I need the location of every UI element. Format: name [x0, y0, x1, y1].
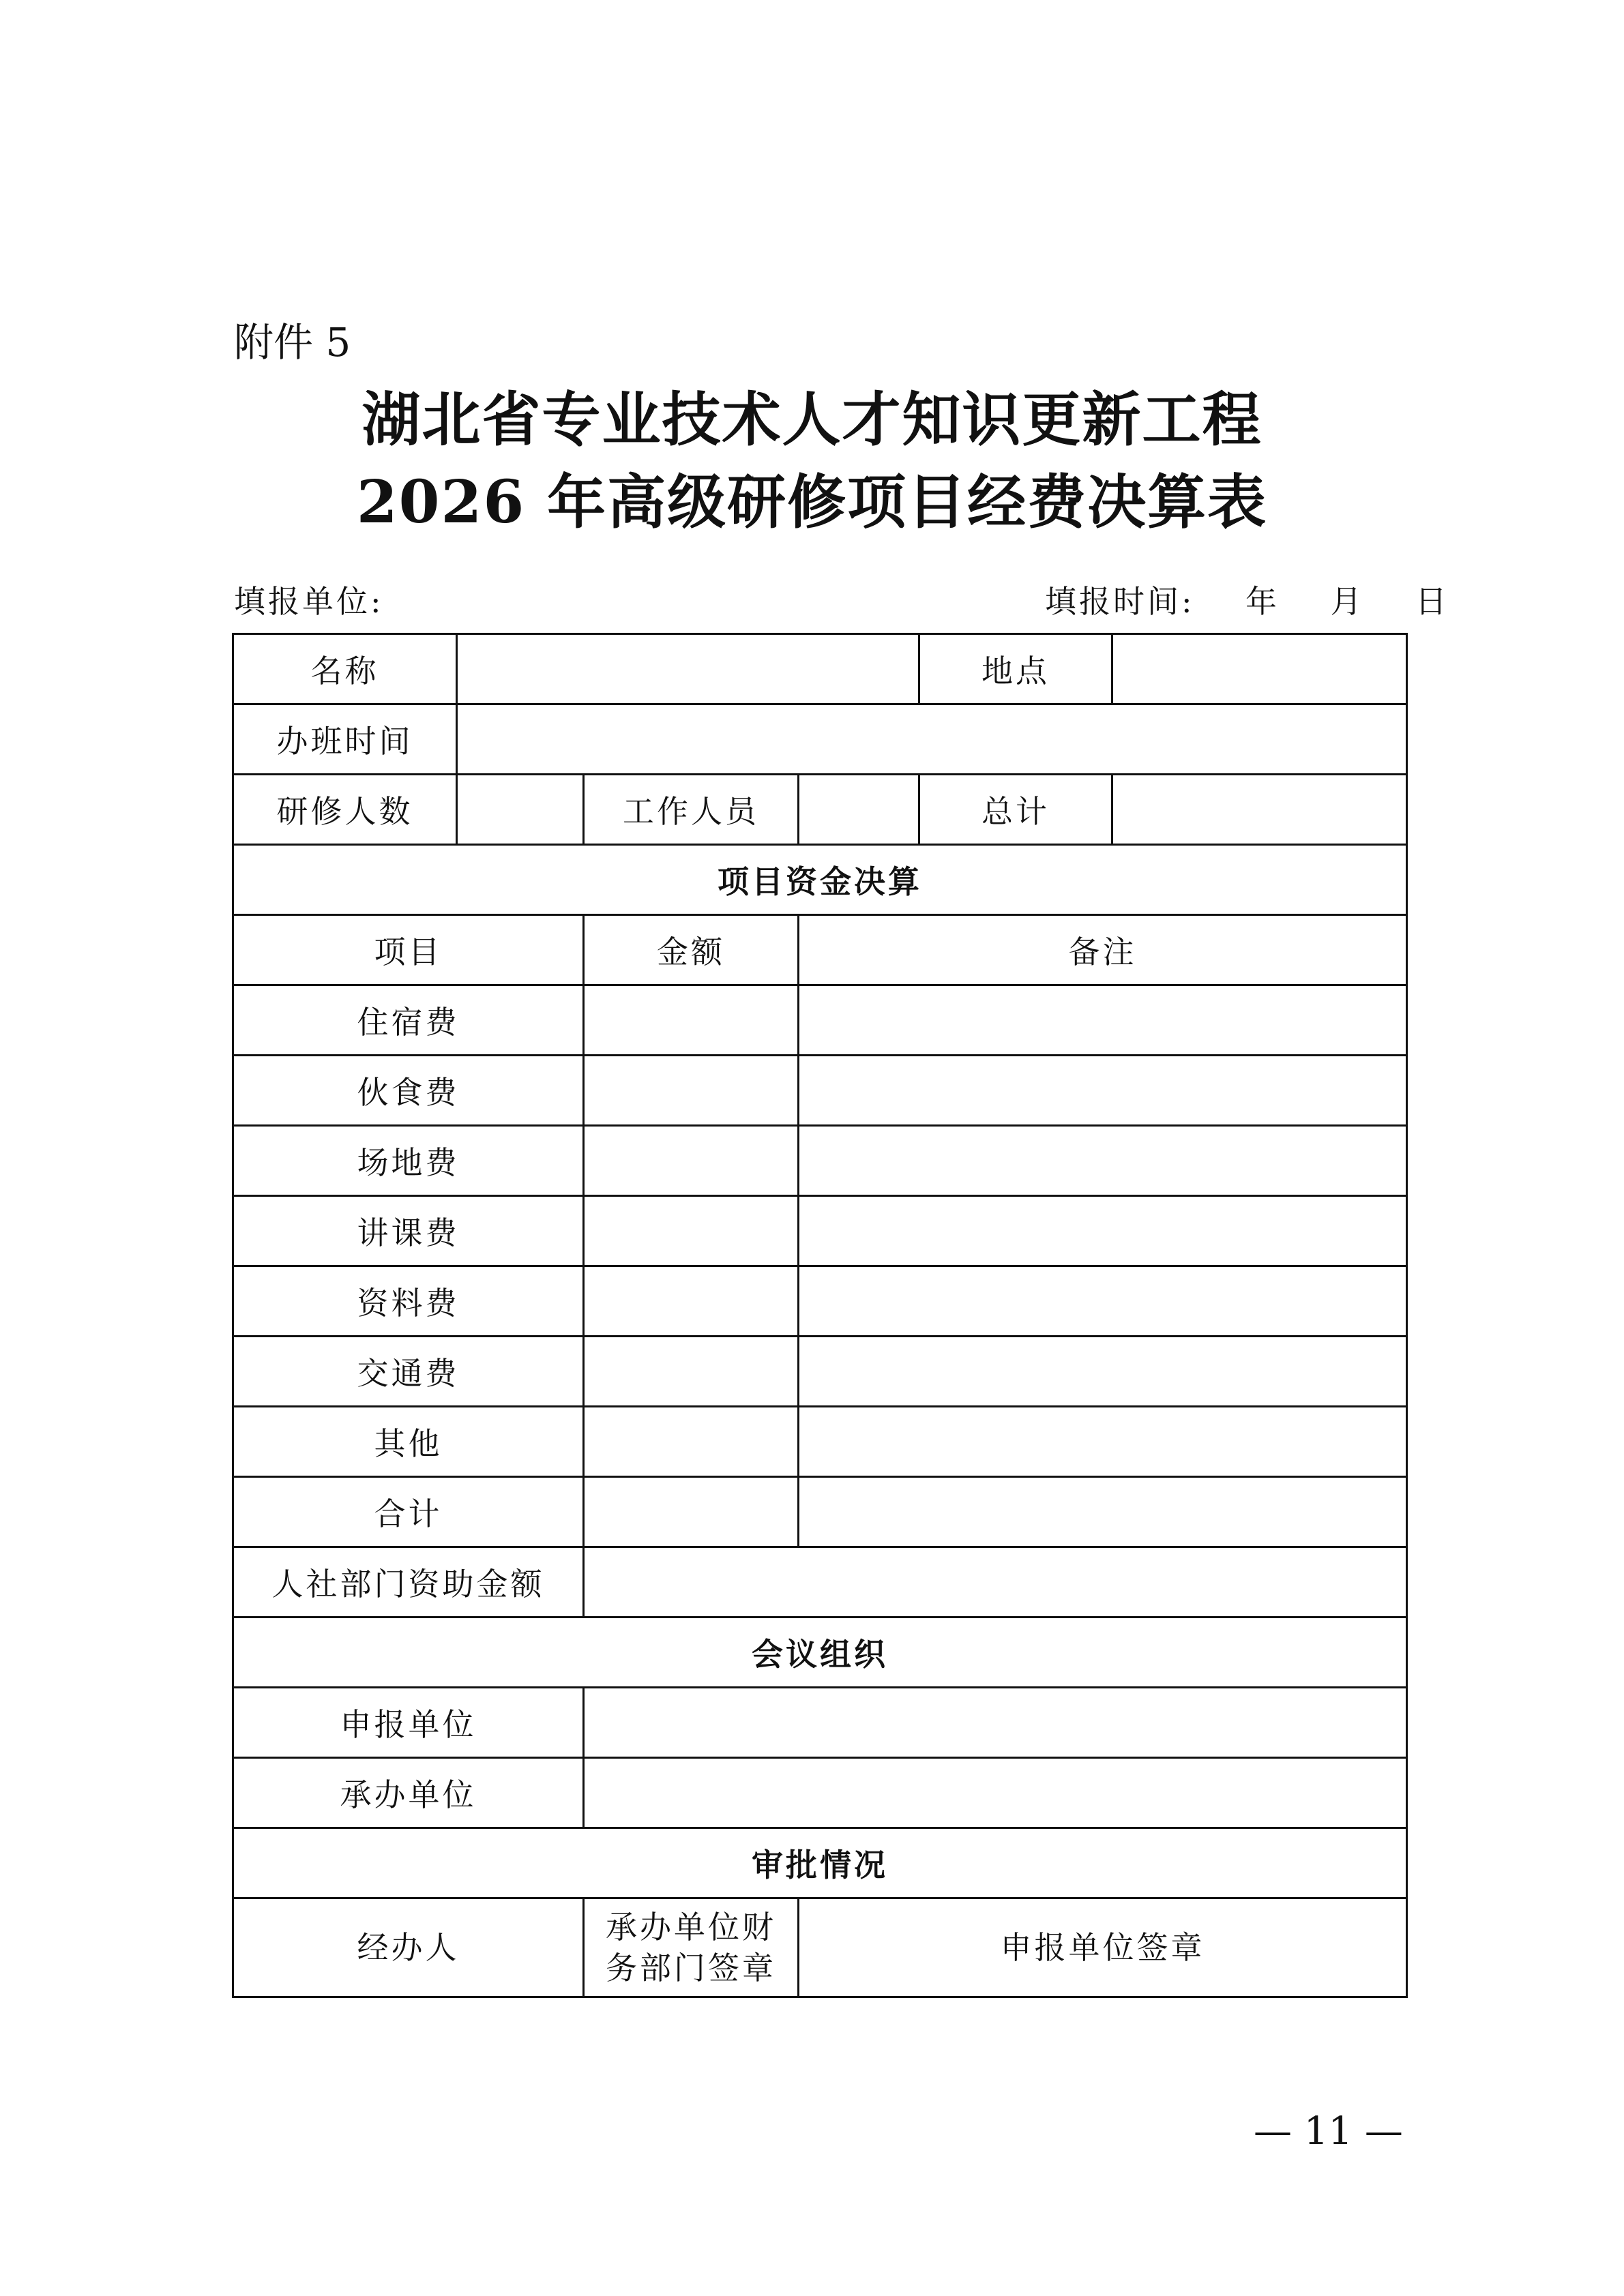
column-header-note: 备注 — [799, 915, 1407, 985]
total-label: 总计 — [919, 775, 1112, 845]
applicant-seal-label: 申报单位签章 — [799, 1898, 1407, 1997]
budget-amount-field[interactable] — [584, 1056, 799, 1126]
budget-item-label: 交通费 — [233, 1337, 584, 1407]
budget-note-field[interactable] — [799, 1266, 1407, 1337]
class-time-field[interactable] — [457, 704, 1407, 775]
column-header-amount: 金额 — [584, 915, 799, 985]
table-row — [233, 1547, 1407, 1617]
budget-amount-field[interactable] — [584, 985, 799, 1056]
budget-amount-field[interactable] — [584, 1337, 799, 1407]
subsidy-field[interactable] — [584, 1547, 1407, 1617]
table-row — [233, 915, 1407, 985]
table-row — [233, 704, 1407, 775]
table-row — [233, 1758, 1407, 1828]
budget-note-field[interactable] — [799, 985, 1407, 1056]
name-field[interactable] — [457, 634, 919, 704]
budget-note-field[interactable] — [799, 1477, 1407, 1547]
host-finance-seal-label: 承办单位财务部门签章 — [584, 1898, 799, 1997]
trainees-field[interactable] — [457, 775, 584, 845]
document-title-line1: 湖北省专业技术人才知识更新工程 — [361, 385, 1263, 454]
staff-field[interactable] — [799, 775, 919, 845]
table-row — [233, 1688, 1407, 1758]
budget-item-label: 合计 — [233, 1477, 584, 1547]
budget-item-label: 其他 — [233, 1407, 584, 1477]
budget-item-label: 伙食费 — [233, 1056, 584, 1126]
attachment-label: 附件 5 — [234, 319, 351, 366]
table-row — [233, 1337, 1407, 1407]
table-row — [233, 845, 1407, 915]
table-row — [233, 634, 1407, 704]
column-header-item: 项目 — [233, 915, 584, 985]
page-number: — 11 — — [1254, 2109, 1403, 2153]
document-title-line2: 2026 年高级研修项目经费决算表 — [356, 468, 1268, 537]
budget-note-field[interactable] — [799, 1056, 1407, 1126]
table-row — [233, 1196, 1407, 1266]
subsidy-label: 人社部门资助金额 — [233, 1547, 584, 1617]
host-unit-field[interactable] — [584, 1758, 1407, 1828]
table-row — [233, 775, 1407, 845]
table-row — [233, 985, 1407, 1056]
location-label: 地点 — [919, 634, 1112, 704]
budget-amount-field[interactable] — [584, 1477, 799, 1547]
budget-section-title: 项目资金决算 — [233, 845, 1407, 915]
table-row — [233, 1126, 1407, 1196]
table-row — [233, 1617, 1407, 1688]
meeting-section-title: 会议组织 — [233, 1617, 1407, 1688]
budget-item-label: 讲课费 — [233, 1196, 584, 1266]
trainees-label: 研修人数 — [233, 775, 457, 845]
budget-note-field[interactable] — [799, 1337, 1407, 1407]
class-time-label: 办班时间 — [233, 704, 457, 775]
budget-amount-field[interactable] — [584, 1407, 799, 1477]
budget-item-label: 场地费 — [233, 1126, 584, 1196]
budget-amount-field[interactable] — [584, 1266, 799, 1337]
staff-label: 工作人员 — [584, 775, 799, 845]
applicant-unit-label: 申报单位 — [233, 1688, 584, 1758]
budget-item-label: 住宿费 — [233, 985, 584, 1056]
table-row — [233, 1407, 1407, 1477]
name-label: 名称 — [233, 634, 457, 704]
table-row — [233, 1056, 1407, 1126]
table-row — [233, 1828, 1407, 1898]
budget-amount-field[interactable] — [584, 1196, 799, 1266]
fill-time-label: 填报时间: 年 月 日 — [1045, 583, 1449, 620]
budget-note-field[interactable] — [799, 1407, 1407, 1477]
budget-amount-field[interactable] — [584, 1126, 799, 1196]
budget-note-field[interactable] — [799, 1196, 1407, 1266]
fill-unit-label: 填报单位: — [234, 583, 384, 620]
budget-note-field[interactable] — [799, 1126, 1407, 1196]
budget-item-label: 资料费 — [233, 1266, 584, 1337]
handler-label: 经办人 — [233, 1898, 584, 1997]
total-field[interactable] — [1112, 775, 1407, 845]
location-field[interactable] — [1112, 634, 1407, 704]
approval-section-title: 审批情况 — [233, 1828, 1407, 1898]
applicant-unit-field[interactable] — [584, 1688, 1407, 1758]
table-row — [233, 1898, 1407, 1997]
table-row — [233, 1266, 1407, 1337]
table-row — [233, 1477, 1407, 1547]
budget-settlement-table — [232, 633, 1408, 1998]
host-unit-label: 承办单位 — [233, 1758, 584, 1828]
